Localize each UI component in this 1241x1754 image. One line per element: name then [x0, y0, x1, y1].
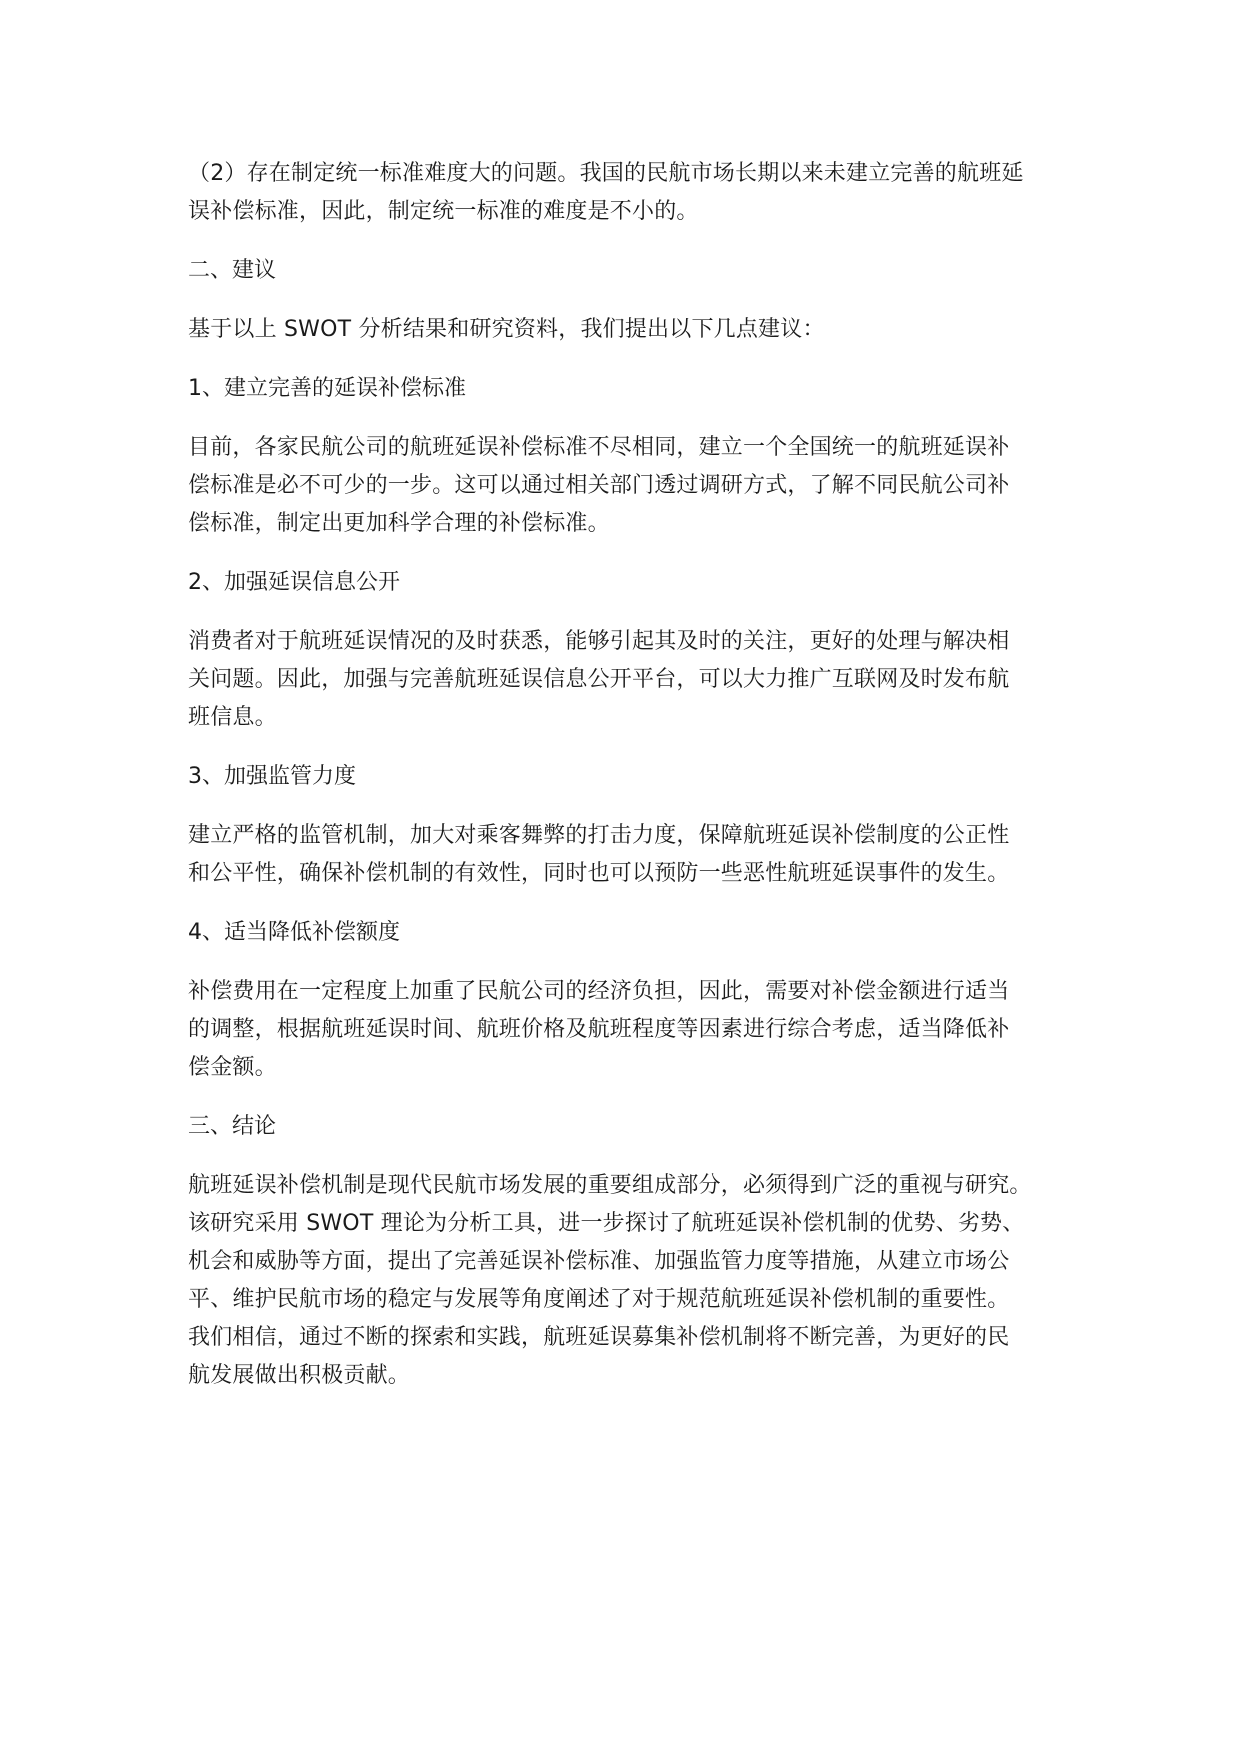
paragraph-issue-2	[188, 155, 1078, 231]
text-line: 2、加强延误信息公开	[188, 570, 400, 595]
text-line: 该研究采用 SWOT 理论为分析工具，进一步探讨了航班延误补偿机制的优势、劣势、	[188, 1211, 1025, 1236]
text-line: 建立严格的监管机制，加大对乘客舞弊的打击力度，保障航班延误补偿制度的公正性	[188, 823, 1010, 848]
text-line: 偿标准是必不可少的一步。这可以通过相关部门透过调研方式，了解不同民航公司补	[188, 473, 1010, 498]
text-line: 1、建立完善的延误补偿标准	[188, 376, 466, 401]
text-line: 我们相信，通过不断的探索和实践，航班延误募集补偿机制将不断完善，为更好的民	[188, 1325, 1010, 1350]
subheading-2	[188, 564, 1078, 602]
subheading-1	[188, 370, 1078, 408]
section-heading-conclusion	[188, 1108, 1078, 1146]
paragraph-suggestion-4	[188, 973, 1078, 1087]
text-line: （2）存在制定统一标准难度大的问题。我国的民航市场长期以来未建立完善的航班延	[188, 161, 1024, 186]
text-line: 3、加强监管力度	[188, 764, 356, 789]
text-line: 三、结论	[188, 1114, 277, 1139]
text-line: 4、适当降低补偿额度	[188, 920, 400, 945]
text-line: 偿标准，制定出更加科学合理的补偿标准。	[188, 511, 610, 536]
text-line: 误补偿标准，因此，制定统一标准的难度是不小的。	[188, 199, 699, 224]
paragraph-conclusion	[188, 1167, 1078, 1395]
text-line: 航班延误补偿机制是现代民航市场发展的重要组成部分，必须得到广泛的重视与研究。	[188, 1173, 1032, 1198]
text-line: 机会和威胁等方面，提出了完善延误补偿标准、加强监管力度等措施，从建立市场公	[188, 1249, 1010, 1274]
subheading-3	[188, 758, 1078, 796]
text-line: 补偿费用在一定程度上加重了民航公司的经济负担，因此，需要对补偿金额进行适当	[188, 979, 1010, 1004]
document-body	[188, 155, 1078, 1416]
text-line: 二、建议	[188, 258, 277, 283]
paragraph-suggestion-2	[188, 623, 1078, 737]
paragraph-suggestion-1	[188, 429, 1078, 543]
section-heading-suggestions	[188, 252, 1078, 290]
text-line: 和公平性，确保补偿机制的有效性，同时也可以预防一些恶性航班延误事件的发生。	[188, 861, 1010, 886]
text-line: 航发展做出积极贡献。	[188, 1363, 411, 1388]
text-line: 平、维护民航市场的稳定与发展等角度阐述了对于规范航班延误补偿机制的重要性。	[188, 1287, 1010, 1312]
text-line: 消费者对于航班延误情况的及时获悉，能够引起其及时的关注，更好的处理与解决相	[188, 629, 1010, 654]
text-line: 基于以上 SWOT 分析结果和研究资料，我们提出以下几点建议：	[188, 317, 825, 342]
text-line: 关问题。因此，加强与完善航班延误信息公开平台，可以大力推广互联网及时发布航	[188, 667, 1010, 692]
subheading-4	[188, 914, 1078, 952]
paragraph-suggestion-3	[188, 817, 1078, 893]
text-line: 班信息。	[188, 705, 277, 730]
text-line: 的调整，根据航班延误时间、航班价格及航班程度等因素进行综合考虑，适当降低补	[188, 1017, 1010, 1042]
text-line: 目前，各家民航公司的航班延误补偿标准不尽相同，建立一个全国统一的航班延误补	[188, 435, 1010, 460]
paragraph-intro-suggestions	[188, 311, 1078, 349]
text-line: 偿金额。	[188, 1055, 277, 1080]
